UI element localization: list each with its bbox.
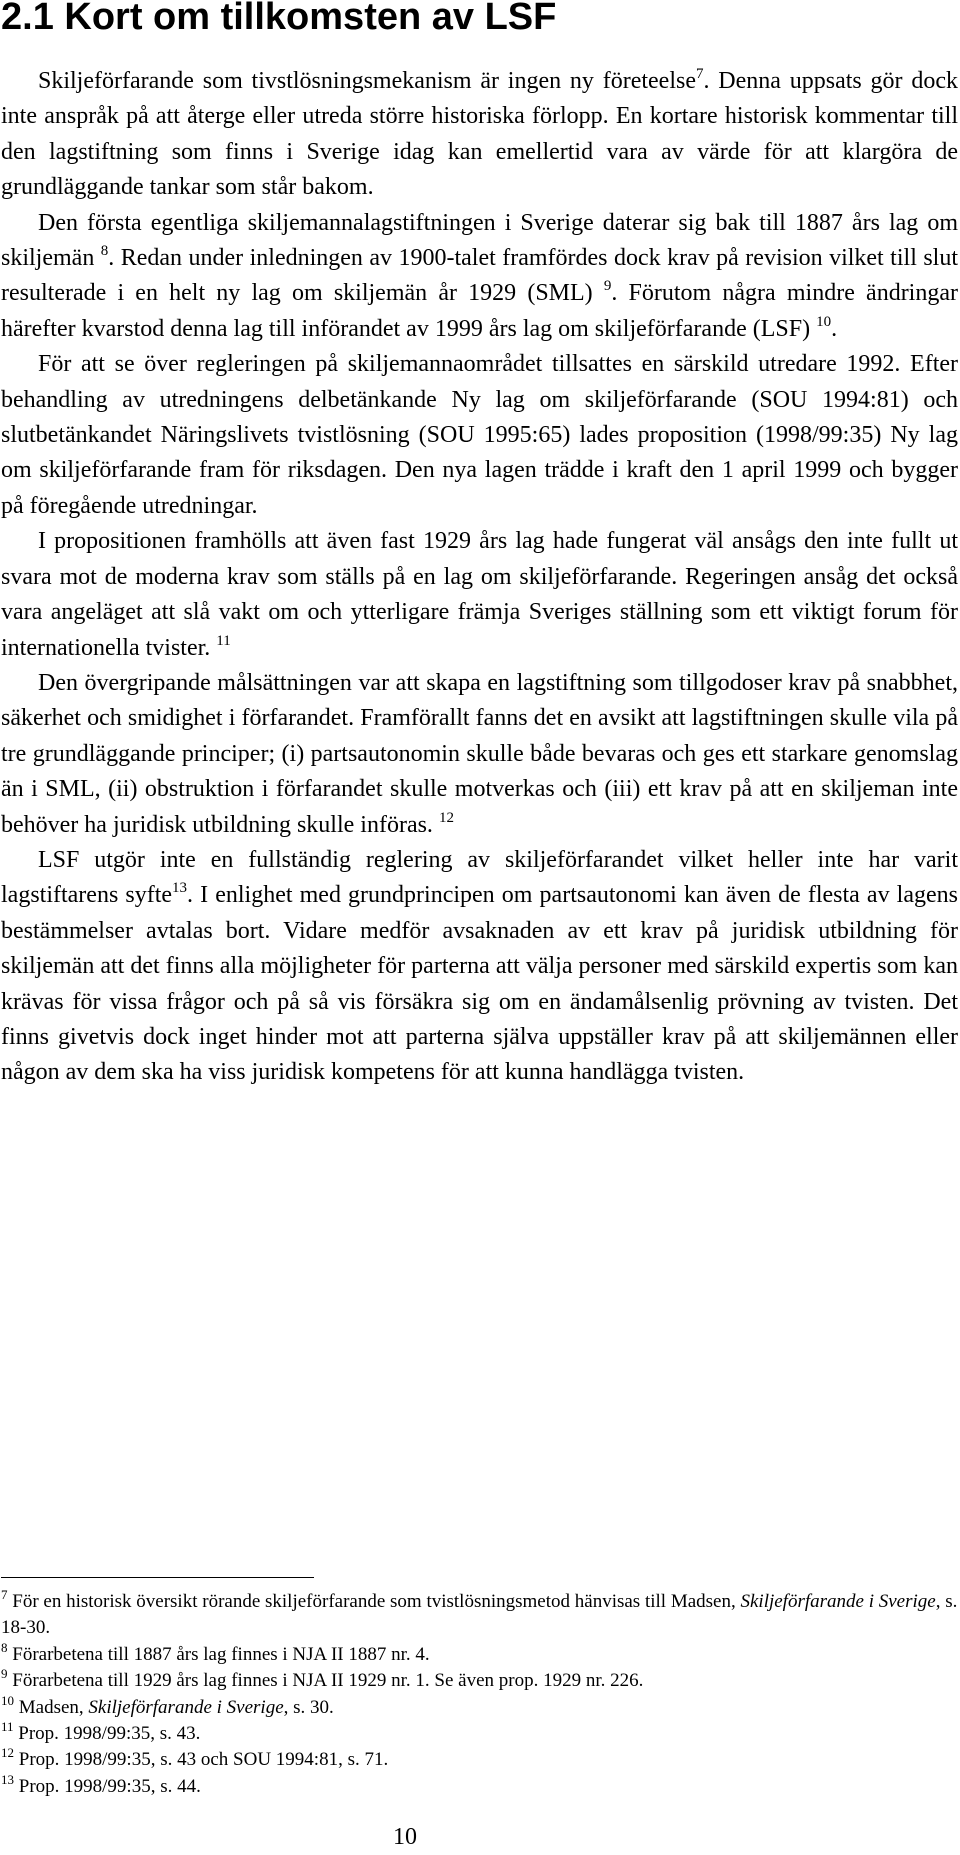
footnote — [1, 1747, 958, 1773]
footnote-number: 12 — [1, 1745, 14, 1761]
footnote-ref: 8 — [100, 243, 109, 260]
text-run: . I enlighet med grundprincipen om partsautonomi kan även de flesta av lagens bestämmelser avtalas bort. Vidare medför avsaknaden av ett krav på juridisk utbildning för skiljemän att det finns alla möjligheter för parterna att välja personer med särskild expertis som kan krävas för vissa frågor och på så vis försäkra sig om en ändamålsenlig prövning av tvisten. Det finns givetvis dock inget hinder mot att parterna själva uppställer krav på att skiljemännen eller någon av dem ska ha viss juridisk kompetens för att kunna handlägga tvisten. — [1, 882, 958, 1086]
text-run: . Förutom några mindre ändringar härefter kvarstod denna lag till införandet av 1999 års lag om skiljeförfarande (LSF) — [1, 280, 958, 342]
text-run: . Denna uppsats gör dock inte anspråk på att återge eller utreda större historiska förlopp. En kortare historisk kommentar till den lagstiftning som finns i Sverige idag kan emellertid vara av värde för att klargöra de grundläggande tankar som står bakom. — [1, 68, 958, 201]
text-run: Förarbetena till 1887 års lag finnes i NJA II 1887 nr. 4. — [7, 1643, 430, 1665]
footnote-ref: 13 — [172, 880, 188, 897]
footnote-ref: 10 — [816, 313, 832, 330]
footnote-ref: 11 — [216, 632, 231, 649]
text-run: Prop. 1998/99:35, s. 43 och SOU 1994:81, s. 71. — [14, 1749, 389, 1771]
paragraph — [1, 843, 958, 1091]
footnote — [1, 1692, 958, 1721]
text-run: Skiljeförfarande som tivstlösningsmekanism är ingen ny företeelse — [38, 68, 696, 94]
footnotes — [1, 1589, 958, 1800]
footnote-number: 7 — [1, 1587, 8, 1602]
paragraph — [1, 347, 958, 524]
text-run: För en historisk översikt rörande skiljeförfarande som tvistlösningsmetod hänvisas till Madsen, — [7, 1591, 741, 1612]
paragraph — [1, 666, 958, 843]
paragraph — [1, 206, 958, 348]
text-run: Prop. 1998/99:35, s. 43. — [13, 1723, 201, 1745]
footnote-number: 13 — [1, 1771, 14, 1787]
paragraph — [1, 524, 958, 666]
footnote-separator — [1, 1577, 314, 1578]
text-run: Madsen, — [14, 1696, 89, 1718]
body-text — [1, 64, 958, 1091]
footnote — [1, 1639, 958, 1668]
italic-title: Skiljeförfarande i Sverige — [740, 1591, 936, 1612]
text-run: Den övergripande målsättningen var att skapa en lagstiftning som tillgodoser krav på snabbhet, säkerhet och smidighet i förfarandet. Framförallt fanns det en avsikt att lagstiftningen skulle vila på tre grundläggande principer; (i) partsautonomin skulle både bevaras och ges ett starkare genomslag än i SML, (ii) obstruktion i förfarandet skulle motverkas och (iii) ett krav på att en skiljeman inte behöver ha juridisk utbildning skulle införas. — [1, 669, 958, 838]
page-number: 10 — [393, 1824, 417, 1850]
text-run: , s. 18-30. — [1, 1591, 958, 1639]
text-run: . — [831, 315, 838, 342]
footnote-ref: 9 — [603, 278, 612, 295]
section-heading: 2.1 Kort om tillkomsten av LSF — [1, 0, 557, 38]
italic-title: Skiljeförfarande i Sverige — [88, 1696, 284, 1718]
footnote-number: 9 — [1, 1666, 8, 1682]
paragraph — [1, 64, 958, 206]
text-run: Den första egentliga skiljemannalagstiftningen i Sverige daterar sig bak till 1887 års lag om skiljemän — [1, 209, 958, 272]
footnote — [1, 1589, 958, 1642]
text-run: I propositionen framhölls att även fast 1929 års lag hade fungerat väl ansågs den inte fullt ut svara mot de moderna krav som ställs på en lag om skiljeförfarande. Regeringen ansåg det också vara angeläget att slå vakt om och ytterligare främja Sveriges ställning som ett viktigt forum för internationella tvister. — [1, 528, 958, 661]
footnote — [1, 1668, 958, 1694]
footnote — [1, 1721, 958, 1747]
footnote-ref: 7 — [696, 66, 704, 82]
footnote-number: 11 — [1, 1719, 14, 1735]
text-run: , s. 30. — [283, 1696, 334, 1718]
footnote-number: 8 — [1, 1639, 8, 1655]
footnote — [1, 1771, 958, 1800]
text-run: LSF utgör inte en fullständig reglering av skiljeförfarandet vilket heller inte har varit lagstiftarens syfte — [1, 846, 958, 909]
text-run: Prop. 1998/99:35, s. 44. — [14, 1775, 201, 1797]
footnote-number: 10 — [1, 1692, 14, 1708]
text-run: För att se över regleringen på skiljemannaområdet tillsattes en särskild utredare 1992. Efter behandling av utredningens delbetänkande Ny lag om skiljeförfarande (SOU 1994:81) och slutbetänkandet Näringslivets tvistlösning (SOU 1995:65) lades proposition (1998/99:35) Ny lag om skiljeförfarande fram för riksdagen. Den nya lagen trädde i kraft den 1 april 1999 och bygger på föregående utredningar. — [1, 351, 958, 519]
footnote-ref: 12 — [438, 809, 454, 826]
text-run: . Redan under inledningen av 1900-talet framfördes dock krav på revision vilket till slut resulterade i en helt ny lag om skiljemän år 1929 (SML) — [1, 245, 958, 307]
text-run: Förarbetena till 1929 års lag finnes i NJA II 1929 nr. 1. Se även prop. 1929 nr. 226. — [7, 1670, 644, 1692]
